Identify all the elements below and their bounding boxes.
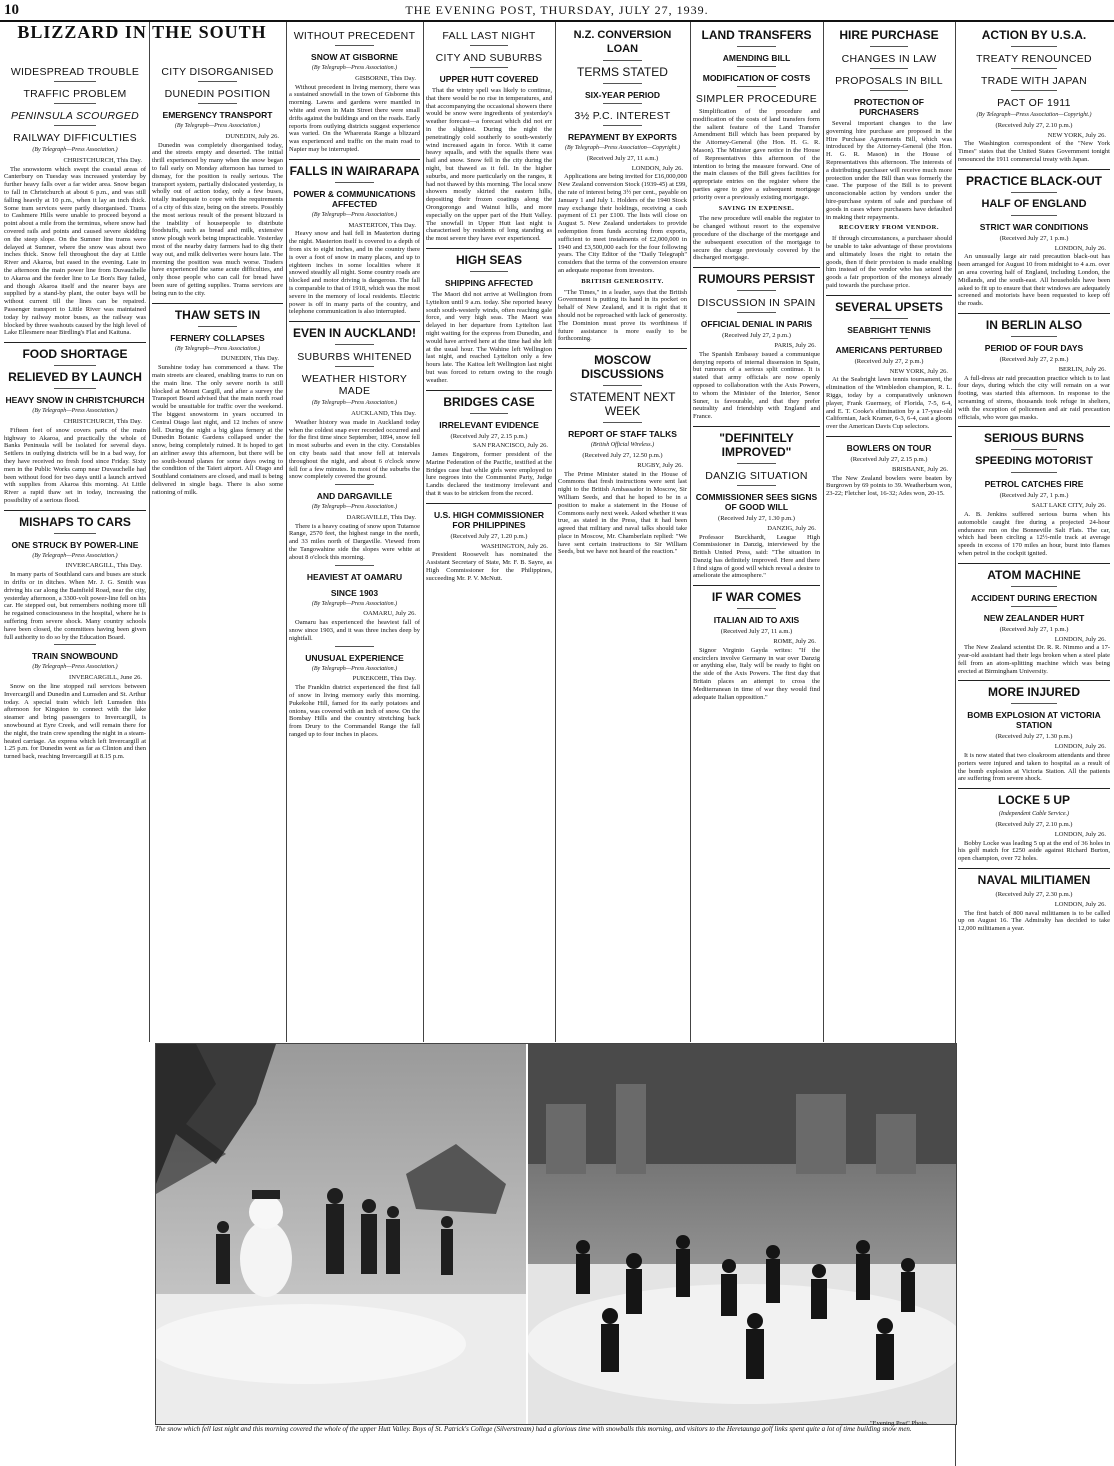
dateline: RUGBY, July 26. [637, 461, 683, 469]
article-body: The New Zealand bowlers were beaten by Burgrown by 69 points to 39. Weatherburn won, 23-22; Fletcher lost, 16-32; Ades won, 20-15. [826, 474, 952, 498]
headline: SPEEDING MOTORIST [975, 455, 1093, 468]
article-body: "The Times," in a leader, says that the British Government is putting its hand in its pocket on behalf of New Zealand, and it is right that it should not be reproached with lack of generosity. The Dominion must prove its worthiness if future assistance is more easily to be forthcoming. [558, 288, 687, 343]
headline: SUBURBS WHITENED [297, 351, 412, 364]
received-line: (Received July 27, 1 p.m.) [999, 492, 1069, 500]
received-line: (Received July 27, 11 a.m.) [586, 154, 659, 162]
dateline: LONDON, July 26. [1054, 830, 1106, 838]
headline: PETROL CATCHES FIRE [984, 479, 1084, 490]
dateline: BERLIN, July 26. [1058, 365, 1106, 373]
dateline: CHRISTCHURCH, This Day. [63, 156, 142, 164]
headline: TRAIN SNOWBOUND [32, 651, 118, 662]
headline: HIRE PURCHASE [839, 28, 939, 42]
received-line: (Received July 27, 2.15 p.m.) [450, 432, 528, 440]
dateline: LONDON, July 26. [1054, 635, 1106, 643]
column-1 [4, 60, 146, 1460]
dateline: DARGAVILLE, This Day. [346, 513, 416, 521]
dateline: INVERCARGILL, This Day. [65, 562, 142, 570]
headline: TREATY RENOUNCED [976, 53, 1092, 65]
headline: RUMOURS PERSIST [698, 272, 815, 287]
dateline: ROME, July 26. [773, 638, 816, 646]
headline: ACTION BY U.S.A. [981, 28, 1087, 42]
headline: EVEN IN AUCKLAND! [293, 326, 416, 341]
received-line: (Received July 27, 2.30 p.m.) [995, 891, 1073, 899]
article-body: Professor Burckhardt, League High Commissioner in Danzig, interviewed by the British United Press, said: "The situation in Danzig has definitely improved. Here and there I find signs of good will which reveal a desire to ameliorate the atmosphere." [693, 533, 820, 580]
headline: COMMISSIONER SEES SIGNS OF GOOD WILL [695, 491, 818, 512]
article-body: That the wintry spell was likely to continue, that there would be no rise in temperatures, and that accompanying the occasional showers there would be snow were ingredients of yesterday's weather forecast—a forecast which did not err in the slightest. During the night the penetratingly cold southerly to south-westerly wind increased again in force. With it came heavy squalls, and with the squalls there was hail and snow. Snow fell in the city during the night, but thawed as it fell. In the higher suburbs, and more particularly on the ranges, it had not thawed by this morning. The local snow showers mostly skirted the eastern hills, depositing their frozen coatings along the Orongorongo and Wainui hills, and more especially on the upper part of the Hutt Valley. The snowfall in Upper Hutt last night is characterised by residents of long standing as the most severe they have ever experienced. [426, 87, 552, 243]
article-body: An unusually large air raid precaution black-out has been arranged for August 10 from midnight to 4 a.m. over an area covering half of England, including London, the Midlands, and the south-east. All households have been asked to fit up to ensure that their windows are adequately screened and motorists have been requested to keep off the roads. [958, 253, 1110, 308]
dateline: OAMARU, July 26. [363, 610, 416, 618]
credit-line: (By Telegraph—Press Association.) [32, 664, 118, 671]
headline: ACCIDENT DURING ERECTION [970, 592, 1098, 603]
dateline: DUNEDIN, July 26. [225, 132, 279, 140]
banner-headline: BLIZZARD IN THE SOUTH [17, 22, 267, 42]
credit-line: (By Telegraph—Press Association—Copyright.) [976, 112, 1092, 118]
article-body: President Roosevelt has nominated the Assistant Secretary of State, Mr. F. B. Sayre, as High Commissioner for the Philippines, succeeding Mr. P. V. McNutt. [426, 551, 552, 582]
received-line: (Received July 27, 2 p.m.) [854, 357, 924, 365]
headline: EMERGENCY TRANSPORT [162, 110, 273, 120]
received-line: (Received July 27, 1 p.m.) [999, 234, 1069, 242]
headline: SHIPPING AFFECTED [445, 277, 533, 288]
received-line: (Received July 27, 2 p.m.) [722, 332, 791, 340]
headline: WIDESPREAD TROUBLE [10, 66, 140, 78]
dateline: PUKEKOHE, This Day. [352, 675, 416, 683]
column-rule [423, 22, 424, 1042]
article-body: Several important changes to the law governing hire purchase are proposed in the Hire Purchase Agreements Bill, which was introduced by the Attorney-General (the Hon. H. G. R. Mason) in the House of Representatives this afternoon. The interests of a distributing purchaser will receive much more protection under the Bill than was formerly the case. The purpose of the Bill is to prevent unconscionable action by vendors under the hire-purchase system of sale and purchase of goods in cases where purchasers have defaulted in making their repayments. [826, 120, 952, 221]
headline: MISHAPS TO CARS [19, 514, 131, 529]
masthead-title: THE EVENING POST, THURSDAY, JULY 27, 1939. [405, 3, 709, 17]
headline: RAILWAY DIFFICULTIES [13, 132, 137, 144]
headline: PACT OF 1911 [997, 97, 1071, 109]
column-rule [555, 22, 556, 1042]
column-6 [693, 24, 820, 1040]
credit-line: (By Telegraph—Press Association.) [311, 65, 398, 71]
dateline: LONDON, July 26. [631, 164, 683, 172]
headline: NEW ZEALANDER HURT [983, 612, 1085, 623]
headline: HEAVY SNOW IN CHRISTCHURCH [5, 395, 145, 406]
credit-line: (By Telegraph—Press Association.) [32, 147, 118, 153]
received-line: (Received July 27, 12.50 p.m.) [582, 451, 663, 459]
subheading: BRITISH GENEROSITY. [581, 277, 664, 285]
headline: BOMB EXPLOSION AT VICTORIA STATION [967, 710, 1101, 731]
article-body: It is now stated that two cloakroom attendants and three porters were injured and taken to hospital as a result of the bomb explosion at Victoria Station. All the patients are suffering from severe shock. [958, 752, 1110, 783]
headline: PROTECTION OF PURCHASERS [854, 97, 924, 117]
headline: HEAVIEST AT OAMARU [306, 571, 403, 582]
column-rule [286, 22, 287, 1042]
headline: FOOD SHORTAGE [22, 347, 128, 362]
article-body: Signor Virginio Gayda writes: "If the encirclers involve Germany in war over Danzig or anything else, Italy will be ready to fight on the side of the Axis Powers. The first day that Britain places an attempt to cross the Mediterranean in time of war they would find adequate Italian opposition." [693, 646, 820, 701]
headline: BRIDGES CASE [443, 394, 535, 409]
credit-line: (By Telegraph—Press Association.) [174, 123, 261, 129]
photo-credit: "Evening Post" Photo. [870, 1420, 929, 1427]
headline: WITHOUT PRECEDENT [293, 30, 416, 42]
headline: RELIEVED BY LAUNCH [8, 370, 142, 385]
dateline: CHRISTCHURCH, This Day. [63, 417, 142, 425]
article-body: Sunshine today has commenced a thaw. The main streets are cleared, enabling trams to run on the main line. The only severe north is still blocked at Mount Cargill, and after a survey the Transport Board advised that the main north road would be unsuitable for traffic over the weekend. The biggest snowstorm in years occurred in Central Otago last night, and 12 inches of snow fell. During the night a big glass fernery at the Dunedin Botanic Gardens collapsed under the snow, being completely ruined. It is hoped to get an airliner away this afternoon, but there will be no south-bound planes for some days owing to the condition of the Taieri airport. All Otago and Southland containers are closed, and mail is being delivered in single bags. There is also some rationing of milk. [152, 364, 283, 496]
dateline: LONDON, July 26. [1054, 743, 1106, 751]
headline: LOCKE 5 UP [997, 793, 1070, 808]
headline: IRRELEVANT EVIDENCE [439, 419, 539, 430]
article-body: The new procedure will enable the register to be changed without resort to the expensive procedure of the discharge of the mortgage and the subsequent execution of the mortgage to secure the charge previously covered by the discharged mortgage. [693, 215, 820, 262]
headline: SIX-YEAR PERIOD [584, 90, 661, 100]
headline: SERIOUS BURNS [983, 431, 1084, 446]
headline: AND DARGAVILLE [316, 491, 393, 502]
article-body: The Washington correspondent of the "New York Times" states that the United States Government tonight renounced the 1911 commercial treaty with Japan. [958, 140, 1110, 163]
column-5 [558, 24, 687, 1040]
dateline: SALT LAKE CITY, July 26. [1031, 502, 1106, 510]
headline: UPPER HUTT COVERED [439, 74, 539, 84]
column-8 [958, 24, 1110, 1464]
headline: PENINSULA SCOURGED [10, 110, 140, 122]
subheading: RECOVERY FROM VENDOR. [838, 224, 939, 232]
headline: PRACTICE BLACK-OUT [966, 173, 1102, 188]
headline: IF WAR COMES [711, 590, 802, 605]
credit-line: (By Telegraph—Press Association.) [311, 504, 398, 511]
credit-line: (Independent Cable Service.) [998, 811, 1070, 818]
article-body: Weather history was made in Auckland today when the coldest snap ever recorded occurred and for the first time since September, 1894, snow fell in most suburbs and even in the city. Constables on city beats said that snow fell at intervals throughout the night, and about 6 o'clock snow fell for a few minutes. In most of the suburbs the snow completely covered the ground. [289, 418, 420, 481]
received-line: (Received July 27, 2.10 p.m.) [995, 121, 1073, 129]
article-body: Simplification of the procedure and modification of the costs of land transfers form the salient feature of the Land Transfer Amendment Bill which has been prepared by the Attorney-General (the Hon. H. G. R. Mason). The Minister gave notice in the House of Representatives this afternoon of the intention to bring the measure forward. One of the main clauses of the Bill gives facilities for appropriate entries on the register where the parties agree to give a subsequent mortgage priority over a previously existing mortgage. [693, 108, 820, 201]
article-body: The Prime Minister stated in the House of Commons that fresh instructions were sent last night to the British Ambassador in Moscow, Sir William Seeds, and that he hoped to be in a position to make a statement in the House of Commons early next week. Asked whether it was true, as stated in the Press, that it had been agreed that military and naval talks should take place in Moscow, Mr. Chamberlain replied: "We have sent certain instructions to Sir William Seeds, but we have not heard of the reaction." [558, 470, 687, 556]
article-body: A. B. Jenkins suffered serious burns when his automobile caught fire during a projected 24-hour endurance run on the Bonneville Salt Flats. The car, which had been circling a 12½-mile track at average speeds in excess of 170 miles an hour, burst into flames when petrol in the cockpit ignited. [958, 510, 1110, 557]
article-body: The New Zealand scientist Dr. R. R. Nimmo and a 17-year-old assistant had their legs broken when a steel plate fell from an atom-splitting machine which was being erected at Birmingham University. [958, 644, 1110, 675]
received-line: (Received July 27, 1.20 p.m.) [450, 532, 528, 540]
headline: PERIOD OF FOUR DAYS [984, 342, 1084, 353]
article-body: At the Seabright lawn tennis tournament, the elimination of the Wimbledon champion, R. L. Riggs, today by a comparatively unknown player, Frank Guernsey, of Florida, 7-5, 6-4, and E. T. Cooke's elimination by a 17-year-old Californian, Jack Kramer, 6-3, 6-4, cast a gloom over the American Davis Cup selectors. [826, 376, 952, 431]
headline: AMERICANS PERTURBED [835, 344, 943, 355]
article-body: The Maori did not arrive at Wellington from Lyttelton until 9 a.m. today. She reported heavy south south-westerly winds, often reaching gale force, and very high seas. The Maori was delayed in her departure from Lyttelton last night waiting for the express from Dunedin, and would have arrived here at the time had she left at the usual hour. The Wahine left Wellington last night, and reached Lyttelton only a few hours late. The Kaitoa left Wellington last night but was forced to return owing to the rough weather. [426, 290, 552, 384]
headline: CITY AND SUBURBS [435, 52, 543, 64]
article-body: There is a heavy coating of snow upon Tutamoe Range, 2570 feet, the highest range in the north, and 33 miles north of Dargaville. Viewed from the Tangowahine side the slopes were white at about 8 o'clock this morning. [289, 522, 420, 561]
received-line: (Received July 27, 2 p.m.) [999, 355, 1069, 363]
credit-line: (By Telegraph—Press Association.) [174, 345, 261, 352]
headline: POWER & COMMUNICATIONS AFFECTED [293, 188, 416, 209]
page-number: 10 [4, 2, 19, 18]
received-line: (Received July 27, 1.30 p.m.) [995, 733, 1073, 741]
headline: CITY DISORGANISED [161, 66, 274, 78]
dateline: LONDON, July 26. [1054, 900, 1106, 908]
subheading: SAVING IN EXPENSE. [718, 204, 795, 212]
headline: SINCE 1903 [330, 587, 379, 598]
article-body: Applications are being invited for £16,000,000 New Zealand conversion Stock (1939-45) at £99, the rate of interest being 3½ per cent., payable on January 1 and July 1. Holders of the 1940 Stock may exchange their holdings, receiving a cash payment of £1 per £100. The lists will close on August 5. New Zealand undertakes to provide redemption from funds accruing from exports, sufficient to meet instalments of £2,000,000 in 1940 and £3,500,000 each for the four following years. The City Editor of the "Daily Telegraph" considers that the terms of the conversion ensure an adequate response from investors. [558, 173, 687, 274]
received-line: (Received July 27, 1.30 p.m.) [718, 514, 795, 522]
credit-line: (By Telegraph—Press Association.) [311, 211, 398, 218]
headline: DUNEDIN POSITION [164, 88, 271, 100]
dateline: NEW YORK, July 26. [889, 367, 948, 375]
article-body: The snowstorm which swept the coastal areas of Canterbury on Tuesday was increased yesterday by further heavy falls over a far wider area. Snow began to fall in Christchurch at about 6 p.m., and was still falling heavily at 10 p.m., when it lay an inch thick. Some tram services were partly disorganised. Trams to Cashmere Hills were unable to proceed beyond a point about a mile from the terminus, where snow had covered rails and points and caused severe skidding on the steep slope. On the Sumner line trams were delayed at Sumner, where the snow was about two inches thick. Snow fell throughout the day at Little River and Akaroa, but eased in the evening. Late in the afternoon the main power line from Duvauchelle to Akaroa and the feeder line to Le Bon's Bay failed, and though Akaroa itself and the nearer bays are supplied by a stand-by plant, the outer bays will be without current till the lines can be repaired. Passenger transport to Little River was maintained today by railway motor buses, as the railway was blocked by three washouts caused by the high level of Lake Ellesmere near Birdling's Flat and Kaituna. [4, 165, 146, 337]
headline: ITALIAN AID TO AXIS [713, 615, 800, 626]
column-rule [149, 22, 150, 1042]
received-line: (Received July 27, 11 a.m.) [720, 628, 793, 636]
received-line: (Received July 27, 2.15 p.m.) [850, 455, 928, 463]
headline: LAND TRANSFERS [701, 28, 812, 42]
article-body: Dunedin was completely disorganised today, and the streets empty and deserted. The initial thrill experienced by many when the snow began to fall early on Monday afternoon has turned to dismay, for the position is really serious. The transport system, partially dislocated yesterday, is wholly out of action today, only a few buses, totally inadequate to cope with the requirements of a city of this size, being on the streets. Possibly the most serious result of the present blizzard is the inability of housepeople to distribute foodstuffs, such as bread and milk, extensive snow plough work being impracticable. Yesterday most of the nearby dairy farmers had to dig their way out, and milk deliveries were hours late. The morning the position was much worse. Traders have experienced the same acute difficulties, and only those people who can call for bread have been sure of getting supplies. Trams services are being run to the city. [152, 141, 283, 297]
headline: SIMPLER PROCEDURE [695, 93, 818, 105]
article-body: In many parts of Southland cars and buses are stuck in drifts or in ditches. When Mr. J. G. Smith was driving his car along the Bainfield Road, near the city, yesterday afternoon, a 3300-volt power-line fell on his car. He stepped out, but remembers nothing more till he regained consciousness in the hospital, where he is suffering from severe shock. Many country schools have been closed, the committees having been given full authority to do so by the Education Board. [4, 571, 146, 641]
article-body: Snow on the line stopped rail services between Invercargill and Dunedin and Lumsden and St. Arthur today. A special train which left Lumsden this afternoon for Kingston to connect with the lake steamer and bring passengers to Invercargill, is snowbound at Eyre Creek, and will remain there for the night, the train crew spending the night in a steam-heated carriage. An express which left Invercargill at 1.25 p.m. for Dunedin went as far as Clinton and then turned back, reaching Invercargill at 8.15 p.m. [4, 683, 146, 761]
headline: MODIFICATION OF COSTS [702, 73, 811, 83]
headline: WEATHER HISTORY MADE [301, 373, 408, 398]
headline: TRAFFIC PROBLEM [23, 88, 127, 100]
dateline: DUNEDIN, This Day. [221, 355, 279, 363]
snow-photo [155, 1043, 957, 1425]
column-3 [289, 24, 420, 1040]
headline: FERNERY COLLAPSES [170, 332, 265, 343]
headline: MOSCOW DISCUSSIONS [581, 353, 664, 382]
article-body: The Spanish Embassy issued a communique denying reports of internal dissension in Spain, but rumours of a serious split continue. It is stated that army officials are now openly opposed to collaboration with the Axis Powers, to whom the Minister of the Interior, Senor Suner, is favourable, and that they prefer neutrality and friendship with England and France. [693, 350, 820, 421]
article-body: A full-dress air raid precaution practice which is to last four days, during which the city will remain on a war footing, was started this afternoon. In response to the screaming of sirens, thousands took refuge in shelters, with the exception of policemen and air raid precaution officials, who wore gas masks. [958, 374, 1110, 421]
article-body: Heavy snow and hail fell in Masterton during the night. Masterton itself is covered to a depth of from six to eight inches, and in the country there is over a foot of snow in many places, and up to eighteen inches in some localities where it snowed steadily all night. Some country roads are blocked and motor driving is dangerous. The fall is comparable to that of 1918, which was the most severe in the memory of local residents. Electric power is off in many parts of the country, and telephone communication is also interrupted. [289, 230, 420, 316]
column-7 [826, 24, 952, 1040]
headline: CHANGES IN LAW [841, 53, 937, 65]
headline: THAW SETS IN [174, 307, 261, 322]
credit-line: (By Telegraph—Press Association.) [311, 600, 398, 607]
snow-scene-image [156, 1044, 956, 1424]
headline: U.S. HIGH COMMISSIONER FOR PHILIPPINES [433, 509, 545, 530]
headline: STRICT WAR CONDITIONS [979, 221, 1089, 232]
dateline: PARIS, July 26. [774, 341, 816, 349]
headline: OFFICIAL DENIAL IN PARIS [700, 319, 813, 330]
article-body: Bobby Locke was leading 5 up at the end of 36 holes in his golf match for £250 aside against Richard Burton, open champion, over 72 holes. [958, 839, 1110, 863]
dateline: MASTERTON, This Day. [348, 221, 416, 229]
column-2 [152, 60, 283, 1040]
credit-line: (British Official Wireless.) [590, 442, 655, 449]
headline: ATOM MACHINE [987, 567, 1081, 582]
headline: HIGH SEAS [455, 252, 522, 267]
dateline: SAN FRANCISCO, July 26. [473, 442, 548, 450]
headline: SEVERAL UPSETS [835, 299, 943, 314]
headline: N.Z. CONVERSION LOAN [573, 29, 672, 55]
column-rule [823, 22, 824, 1042]
dateline: DANZIG, July 26. [767, 524, 816, 532]
credit-line: (By Telegraph—Press Association.) [32, 552, 118, 559]
headline: BOWLERS ON TOUR [846, 442, 932, 453]
article-body: The first batch of 800 naval militiamen is to be called up on August 16. The Admiralty has decided to take 12,000 militiamen a year. [958, 909, 1110, 933]
headline: AMENDING BILL [722, 53, 791, 63]
article-body: If through circumstances, a purchaser should be unable to take advantage of these provisions and ultimately loses the right to retain the goods, then if their provision is made enabling him instead of the vendor who has seized the goods a fair proportion of the moneys already paid towards the purchase price. [826, 235, 952, 289]
credit-line: (By Telegraph—Press Association—Copyright.) [565, 145, 680, 151]
dateline: AUCKLAND, This Day. [351, 409, 416, 417]
dateline: LONDON, July 26. [1054, 244, 1106, 252]
headline: UNUSUAL EXPERIENCE [305, 652, 404, 663]
article-body: The Franklin district experienced the first fall of snow in living memory early this morning. Pukekohe Hill, famed for its early potatoes and onions, was covered with an inch of snow. On the Bombay Hills and the country stretching back from Drury to the Cornmandel Range the fall ranged up to four inches in places. [289, 684, 420, 739]
credit-line: (By Telegraph—Press Association.) [32, 408, 118, 415]
article-body: Oamaru has experienced the heaviest fall of snow since 1903, and it was three inches deep by nightfall. [289, 619, 420, 642]
headline: IN BERLIN ALSO [985, 317, 1083, 332]
headline: FALLS IN WAIRARAPA [289, 163, 420, 178]
headline: SNOW AT GISBORNE [311, 52, 398, 62]
headline: HALF OF ENGLAND [981, 197, 1087, 210]
credit-line: (By Telegraph—Press Association.) [311, 665, 398, 672]
received-line: (Received July 27, 2.10 p.m.) [995, 821, 1073, 829]
headline: "DEFINITELY IMPROVED" [719, 430, 794, 459]
headline: REPORT OF STAFF TALKS [568, 429, 677, 440]
headline: PROPOSALS IN BILL [835, 75, 943, 87]
column-rule [690, 22, 691, 1042]
masthead [0, 0, 1114, 22]
dateline: GISBORNE, This Day. [355, 74, 416, 82]
headline: FALL LAST NIGHT [442, 30, 536, 42]
article-body: Without precedent in living memory, there was a sustained snowfall in the town of Gisborne this morning. Lawns and gardens were mantled in white and even in Main Street there were small drifts against the buildings and on the roads. Early reports from outlying districts suggest experience was varied. On the Wharerata Range a blizzard was experienced and traffic on the main road to Napier may be interrupted. [289, 83, 420, 153]
headline: REPAYMENT BY EXPORTS [568, 132, 677, 142]
article-body: Fifteen feet of snow covers parts of the main highway to Akaroa, and practically the whole of Banks Peninsula will be isolated for several days. Settlers in outlying districts will be in a bad way, for they have received no fresh food since Friday. Sixty men in the Public Works camp near Duvauchelle had been without food for two days until a launch arrived with supplies from Akaroa this morning. At Little River a rapid thaw set in today, increasing the possibility of a serious flood. [4, 426, 146, 504]
photo-caption: The snow which fell last night and this morning covered the whole of the upper Hutt Valley. Boys of St. Patrick's College (Silverstream) had a glorious time with snowballs this morning, and visitors to the Heretaunga golf links spent quite a lot of time building snow men. [155, 1425, 912, 1433]
headline: NAVAL MILITIAMEN [977, 873, 1091, 888]
headline: DISCUSSION IN SPAIN [697, 297, 816, 310]
headline: TERMS STATED [577, 65, 668, 79]
headline: 3½ P.C. INTEREST [574, 110, 671, 122]
dateline: WASHINGTON, July 26. [480, 542, 548, 550]
dateline: NEW YORK, July 26. [1047, 131, 1106, 139]
headline: SEABRIGHT TENNIS [847, 324, 931, 335]
received-line: (Received July 27, 1 p.m.) [999, 625, 1069, 633]
dateline: BRISBANE, July 26. [892, 465, 948, 473]
headline: MORE INJURED [987, 685, 1080, 700]
column-4 [426, 24, 552, 1040]
headline: TRADE WITH JAPAN [980, 75, 1088, 87]
headline: STATEMENT NEXT WEEK [569, 390, 676, 419]
headline: ONE STRUCK BY POWER-LINE [11, 539, 139, 550]
credit-line: (By Telegraph—Press Association.) [311, 400, 398, 407]
dateline: INVERCARGILL, June 26. [69, 674, 142, 682]
article-body: James Engstrom, former president of the Marine Federation of the Pacific, testified at the Bridges case that while girls were employed to lure negroes into the Communist Party, Judge Landis declared the testimony irrelevant and that it was to be stricken from the record. [426, 451, 552, 498]
headline: DANZIG SITUATION [705, 469, 808, 482]
